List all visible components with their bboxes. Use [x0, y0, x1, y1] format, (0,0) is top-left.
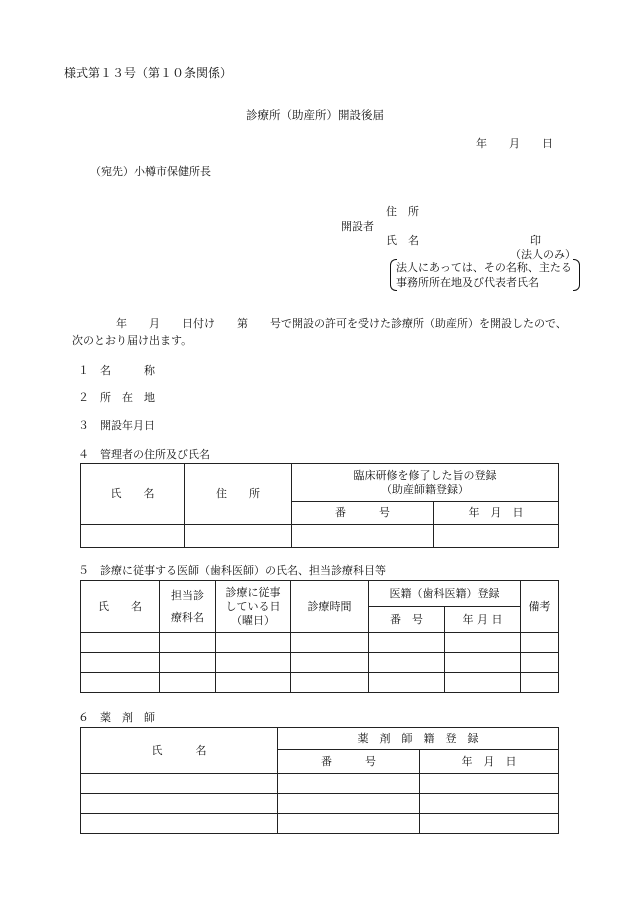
cell-name[interactable]	[81, 525, 185, 548]
table-row	[81, 525, 559, 548]
addressee: （宛先）小樽市保健所長	[90, 165, 211, 178]
date-month: 月	[509, 137, 520, 150]
cell-date[interactable]	[434, 525, 559, 548]
item-doctors: ５ 診療に従事する医師（歯科医師）の氏名、担当診療科目等	[78, 564, 386, 577]
table-row	[81, 633, 559, 653]
col-header-name: 氏 名	[81, 581, 160, 633]
item-manager: ４ 管理者の住所及び氏名	[78, 448, 210, 461]
item-location: ２ 所 在 地	[78, 391, 155, 404]
col-header-remarks: 備考	[521, 581, 559, 633]
cell-number[interactable]	[292, 525, 434, 548]
col-header-number: 番 号	[292, 502, 434, 525]
col-header-date: 年 月 日	[434, 502, 559, 525]
document-title: 診療所（助産所）開設後届	[246, 108, 384, 122]
item-pharmacists: ６ 薬 剤 師	[78, 711, 155, 724]
table-row	[81, 774, 559, 794]
table-row	[81, 653, 559, 673]
col-header-registry: 医籍（歯科医籍）登録	[369, 581, 521, 607]
corporation-bracket-note: 法人にあっては、その名称、主たる事務所所在地及び代表者氏名	[390, 259, 580, 291]
table-row	[81, 794, 559, 814]
corporation-only-note: （法人のみ）	[510, 248, 576, 261]
col-header-number: 番 号	[369, 607, 445, 633]
col-header-date: 年 月 日	[445, 607, 521, 633]
notification-body-text	[72, 315, 572, 349]
seal-mark: 印	[530, 234, 541, 247]
col-header-name: 氏 名	[81, 728, 278, 774]
cell-address[interactable]	[185, 525, 292, 548]
body-sentence: 年 月 日付け 第 号で開設の許可を受けた診療所（助産所）を開設したので、次のとおり届け出ます。	[72, 317, 567, 347]
col-header-registry: 薬 剤 師 籍 登 録	[278, 728, 559, 750]
col-header-training	[292, 464, 559, 502]
col-header-date: 年 月 日	[420, 750, 559, 774]
date-year: 年	[476, 137, 487, 150]
item-opening-date: ３ 開設年月日	[78, 419, 155, 432]
table-row	[81, 673, 559, 693]
item-facility-name: １ 名 称	[78, 364, 155, 377]
col-header-hours: 診療時間	[291, 581, 369, 633]
training-label: 臨床研修を修了した旨の登録	[353, 468, 497, 482]
col-header-name: 氏 名	[81, 464, 185, 525]
col-header-dept: 担当診療科名	[160, 581, 216, 633]
col-header-number: 番 号	[278, 750, 420, 774]
doctors-table	[80, 580, 559, 693]
applicant-name-label: 氏 名	[386, 234, 419, 247]
col-header-address: 住 所	[185, 464, 292, 525]
form-number: 様式第１３号（第１０条関係）	[64, 66, 233, 80]
date-line	[476, 135, 553, 151]
applicant-label: 開設者	[341, 220, 374, 233]
pharmacists-table	[80, 727, 559, 834]
table-row	[81, 814, 559, 834]
applicant-address-label: 住 所	[386, 205, 419, 218]
manager-table	[80, 463, 559, 548]
col-header-days: 診療に従事している日（曜日）	[216, 581, 291, 633]
training-sublabel: （助産師籍登録）	[381, 482, 469, 496]
date-day: 日	[542, 137, 553, 150]
